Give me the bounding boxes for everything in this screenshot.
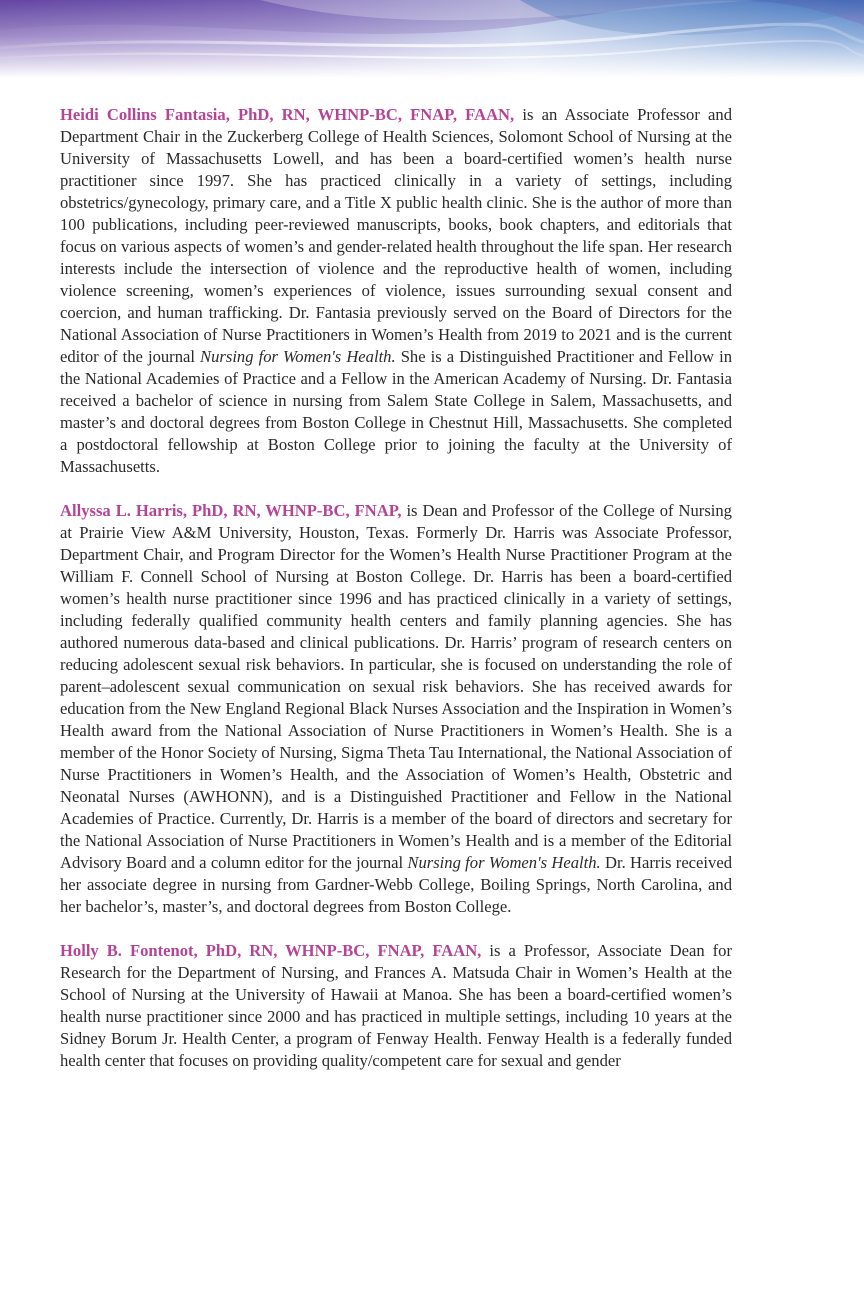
- author-name: Holly B. Fontenot, PhD, RN, WHNP-BC, FNAP, FAAN,: [60, 941, 482, 960]
- bio-text: is an Associate Professor and Department Chair in the Zuckerberg College of Health Sciences, Solomont School of Nursing at the University of Massachusetts Lowell, and has been a board-certified women’s health nurse practitioner since 1997. She has practiced clinically in a variety of settings, including obstetrics/gynecology, primary care, and a Title X public health clinic. She is the author of more than 100 publications, including peer-reviewed manuscripts, books, book chapters, and editorials that focus on various aspects of women’s and gender-related health throughout the life span. Her research interests include the intersection of violence and the reproductive health of women, including violence screening, women’s experiences of violence, issues surrounding sexual consent and coercion, and human trafficking. Dr. Fantasia previously served on the Board of Directors for the National Association of Nurse Practitioners in Women’s Health from 2019 to 2021 and is the current editor of the journal: [60, 105, 732, 366]
- author-bio-fontenot: [60, 940, 732, 1072]
- journal-title: Nursing for Women's Health.: [407, 853, 601, 872]
- bio-column: [60, 104, 732, 1094]
- decorative-header-banner: [0, 0, 864, 78]
- author-name: Heidi Collins Fantasia, PhD, RN, WHNP-BC, FNAP, FAAN,: [60, 105, 515, 124]
- journal-title: Nursing for Women's Health.: [200, 347, 396, 366]
- author-bio-fantasia: [60, 104, 732, 478]
- bio-text: is a Professor, Associate Dean for Research for the Department of Nursing, and Frances A. Matsuda Chair in Women’s Health at the School of Nursing at the University of Hawaii at Manoa. She has been a board-certified women’s health nurse practitioner since 2000 and has practiced in multiple settings, including 10 years at the Sidney Borum Jr. Health Center, a program of Fenway Health. Fenway Health is a federally funded health center that focuses on providing quality/competent care for sexual and gender: [60, 941, 732, 1070]
- bio-text: She is a Distinguished Practitioner and Fellow in the National Academies of Practice and a Fellow in the American Academy of Nursing. Dr. Fantasia received a bachelor of science in nursing from Salem State College in Salem, Massachusetts, and master’s and doctoral degrees from Boston College in Chestnut Hill, Massachusetts. She completed a postdoctoral fellowship at Boston College prior to joining the faculty at the University of Massachusetts.: [60, 347, 732, 476]
- bio-text: is Dean and Professor of the College of Nursing at Prairie View A&M University, Houston, Texas. Formerly Dr. Harris was Associate Professor, Department Chair, and Program Director for the Women’s Health Nurse Practitioner Program at the William F. Connell School of Nursing at Boston College. Dr. Harris has been a board-certified women’s health nurse practitioner since 1996 and has practiced clinically in a variety of settings, including federally qualified community health centers and family planning agencies. She has authored numerous data-based and clinical publications. Dr. Harris’ program of research centers on reducing adolescent sexual risk behaviors. In particular, she is focused on understanding the role of parent–adolescent sexual communication on sexual risk behaviors. She has received awards for education from the New England Regional Black Nurses Association and the Inspiration in Women’s Health award from the National Association of Nurse Practitioners in Women’s Health. She is a member of the Honor Society of Nursing, Sigma Theta Tau International, the National Association of Nurse Practitioners in Women’s Health, and the Association of Women’s Health, Obstetric and Neonatal Nurses (AWHONN), and is a Distinguished Practitioner and Fellow in the National Academies of Practice. Currently, Dr. Harris is a member of the board of directors and secretary for the National Association of Nurse Practitioners in Women’s Health and is a member of the Editorial Advisory Board and a column editor for the journal: [60, 501, 732, 872]
- author-name: Allyssa L. Harris, PhD, RN, WHNP-BC, FNAP,: [60, 501, 402, 520]
- bio-text: Dr. Harris received her associate degree in nursing from Gardner-Webb College, Boiling Springs, North Carolina, and her bachelor’s, master’s, and doctoral degrees from Boston College.: [60, 853, 732, 916]
- author-bio-harris: [60, 500, 732, 918]
- banner-graphic: [0, 0, 864, 78]
